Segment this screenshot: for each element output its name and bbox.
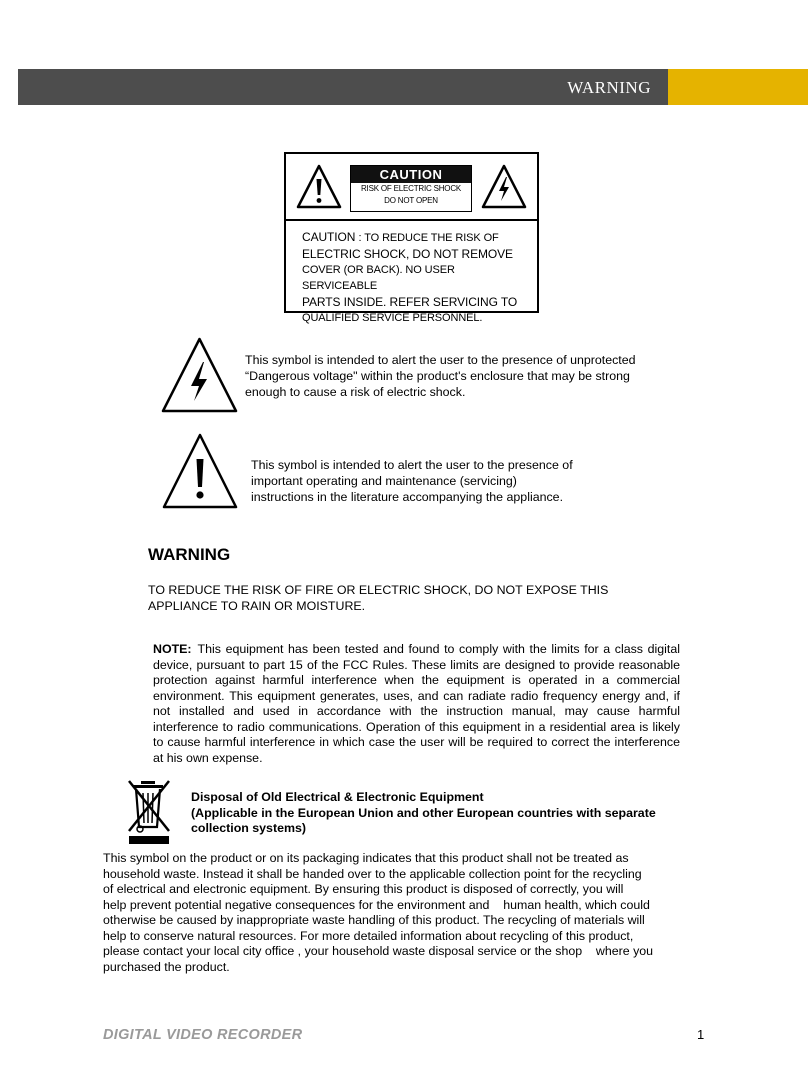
caution-body-line: COVER (OR BACK). NO USER SERVICEABLE — [302, 264, 455, 292]
caution-body-line: ELECTRIC SHOCK, DO NOT REMOVE — [302, 247, 513, 261]
text-line: collection systems) — [191, 821, 307, 835]
text-line: APPLIANCE TO RAIN OR MOISTURE. — [148, 599, 366, 613]
caution-body — [302, 229, 532, 326]
text-line: household waste. Instead it shall be handed over to the applicable collection point for the recycling — [103, 866, 642, 881]
lightning-triangle-icon — [160, 336, 239, 414]
exclamation-triangle-icon — [161, 432, 239, 510]
text-line: This symbol is intended to alert the user to the presence of unprotected — [245, 353, 636, 367]
caution-body-line: QUALIFIED SERVICE PERSONNEL. — [302, 312, 483, 324]
fcc-note — [153, 642, 680, 766]
text-line: This symbol on the product or on its packaging indicates that this product shall not be treated as — [103, 851, 629, 865]
text-line: This symbol is intended to alert the user to the presence of — [251, 458, 573, 472]
text-line: TO REDUCE THE RISK OF FIRE OR ELECTRIC SHOCK, DO NOT EXPOSE THIS — [148, 583, 609, 597]
page-number: 1 — [697, 1027, 705, 1042]
caution-body-line: : TO REDUCE THE RISK OF — [358, 232, 499, 244]
text-line: help prevent potential negative consequences for the environment and human health, which could — [103, 897, 650, 912]
caution-body-lead: CAUTION — [302, 230, 356, 244]
text-line: purchased the product. — [103, 959, 230, 974]
caution-heading: CAUTION — [351, 166, 471, 183]
disposal-heading — [191, 790, 691, 837]
caution-label — [284, 152, 539, 324]
caution-sub-line: RISK OF ELECTRIC SHOCK — [360, 184, 462, 193]
text-line: Disposal of Old Electrical & Electronic Equipment — [191, 790, 484, 804]
footer-title: DIGITAL VIDEO RECORDER — [103, 1027, 303, 1043]
caution-box — [350, 165, 472, 212]
caution-body-line: PARTS INSIDE. REFER SERVICING TO — [302, 295, 518, 309]
crossed-bin-icon — [125, 777, 173, 845]
caution-sub-line: DO NOT OPEN — [384, 196, 438, 205]
text-line: “Dangerous voltage" within the product's enclosure that may be strong — [245, 369, 630, 383]
text-line: of electrical and electronic equipment. By ensuring this product is disposed of correctly, you will — [103, 882, 624, 896]
header-accent-block — [668, 69, 808, 105]
header-title: WARNING — [567, 78, 651, 97]
caution-label-top — [286, 154, 537, 221]
text-line: please contact your local city office , your household waste disposal service or the shop where you — [103, 944, 654, 958]
disposal-body — [103, 851, 688, 975]
lightning-symbol-description — [245, 352, 665, 400]
lightning-triangle-icon — [480, 163, 528, 211]
text-line: enough to cause a risk of electric shock. — [245, 385, 466, 399]
exclamation-triangle-icon — [295, 163, 343, 211]
text-line: important operating and maintenance (servicing) — [251, 474, 517, 488]
note-body: This equipment has been tested and found to comply with the limits for a class digital device, pursuant to part 15 of the FCC Rules. These limits are designed to provide reasonable protection against harmful interference when the equipment is operated in a commercial environment. This equipment generates, uses, and can radiate radio frequency energy and, if not installed and used in accordance with the instruction manual, may cause harmful interference to radio communications. Operation of this equipment in a residential area is likely to cause harmful interference in which case the user will be required to correct the interference at his own expense. — [153, 642, 680, 765]
text-line: instructions in the literature accompanying the appliance. — [251, 490, 564, 504]
warning-heading: WARNING — [148, 545, 231, 564]
exclamation-symbol-description — [251, 457, 671, 505]
warning-body — [148, 582, 648, 614]
text-line: otherwise be caused by inappropriate waste handling of this product. The recycling of materials will — [103, 913, 645, 927]
text-line: (Applicable in the European Union and other European countries with separate — [191, 805, 656, 820]
note-label: NOTE: — [153, 642, 192, 656]
text-line: help to conserve natural resources. For more detailed information about recycling of this product, — [103, 928, 634, 943]
